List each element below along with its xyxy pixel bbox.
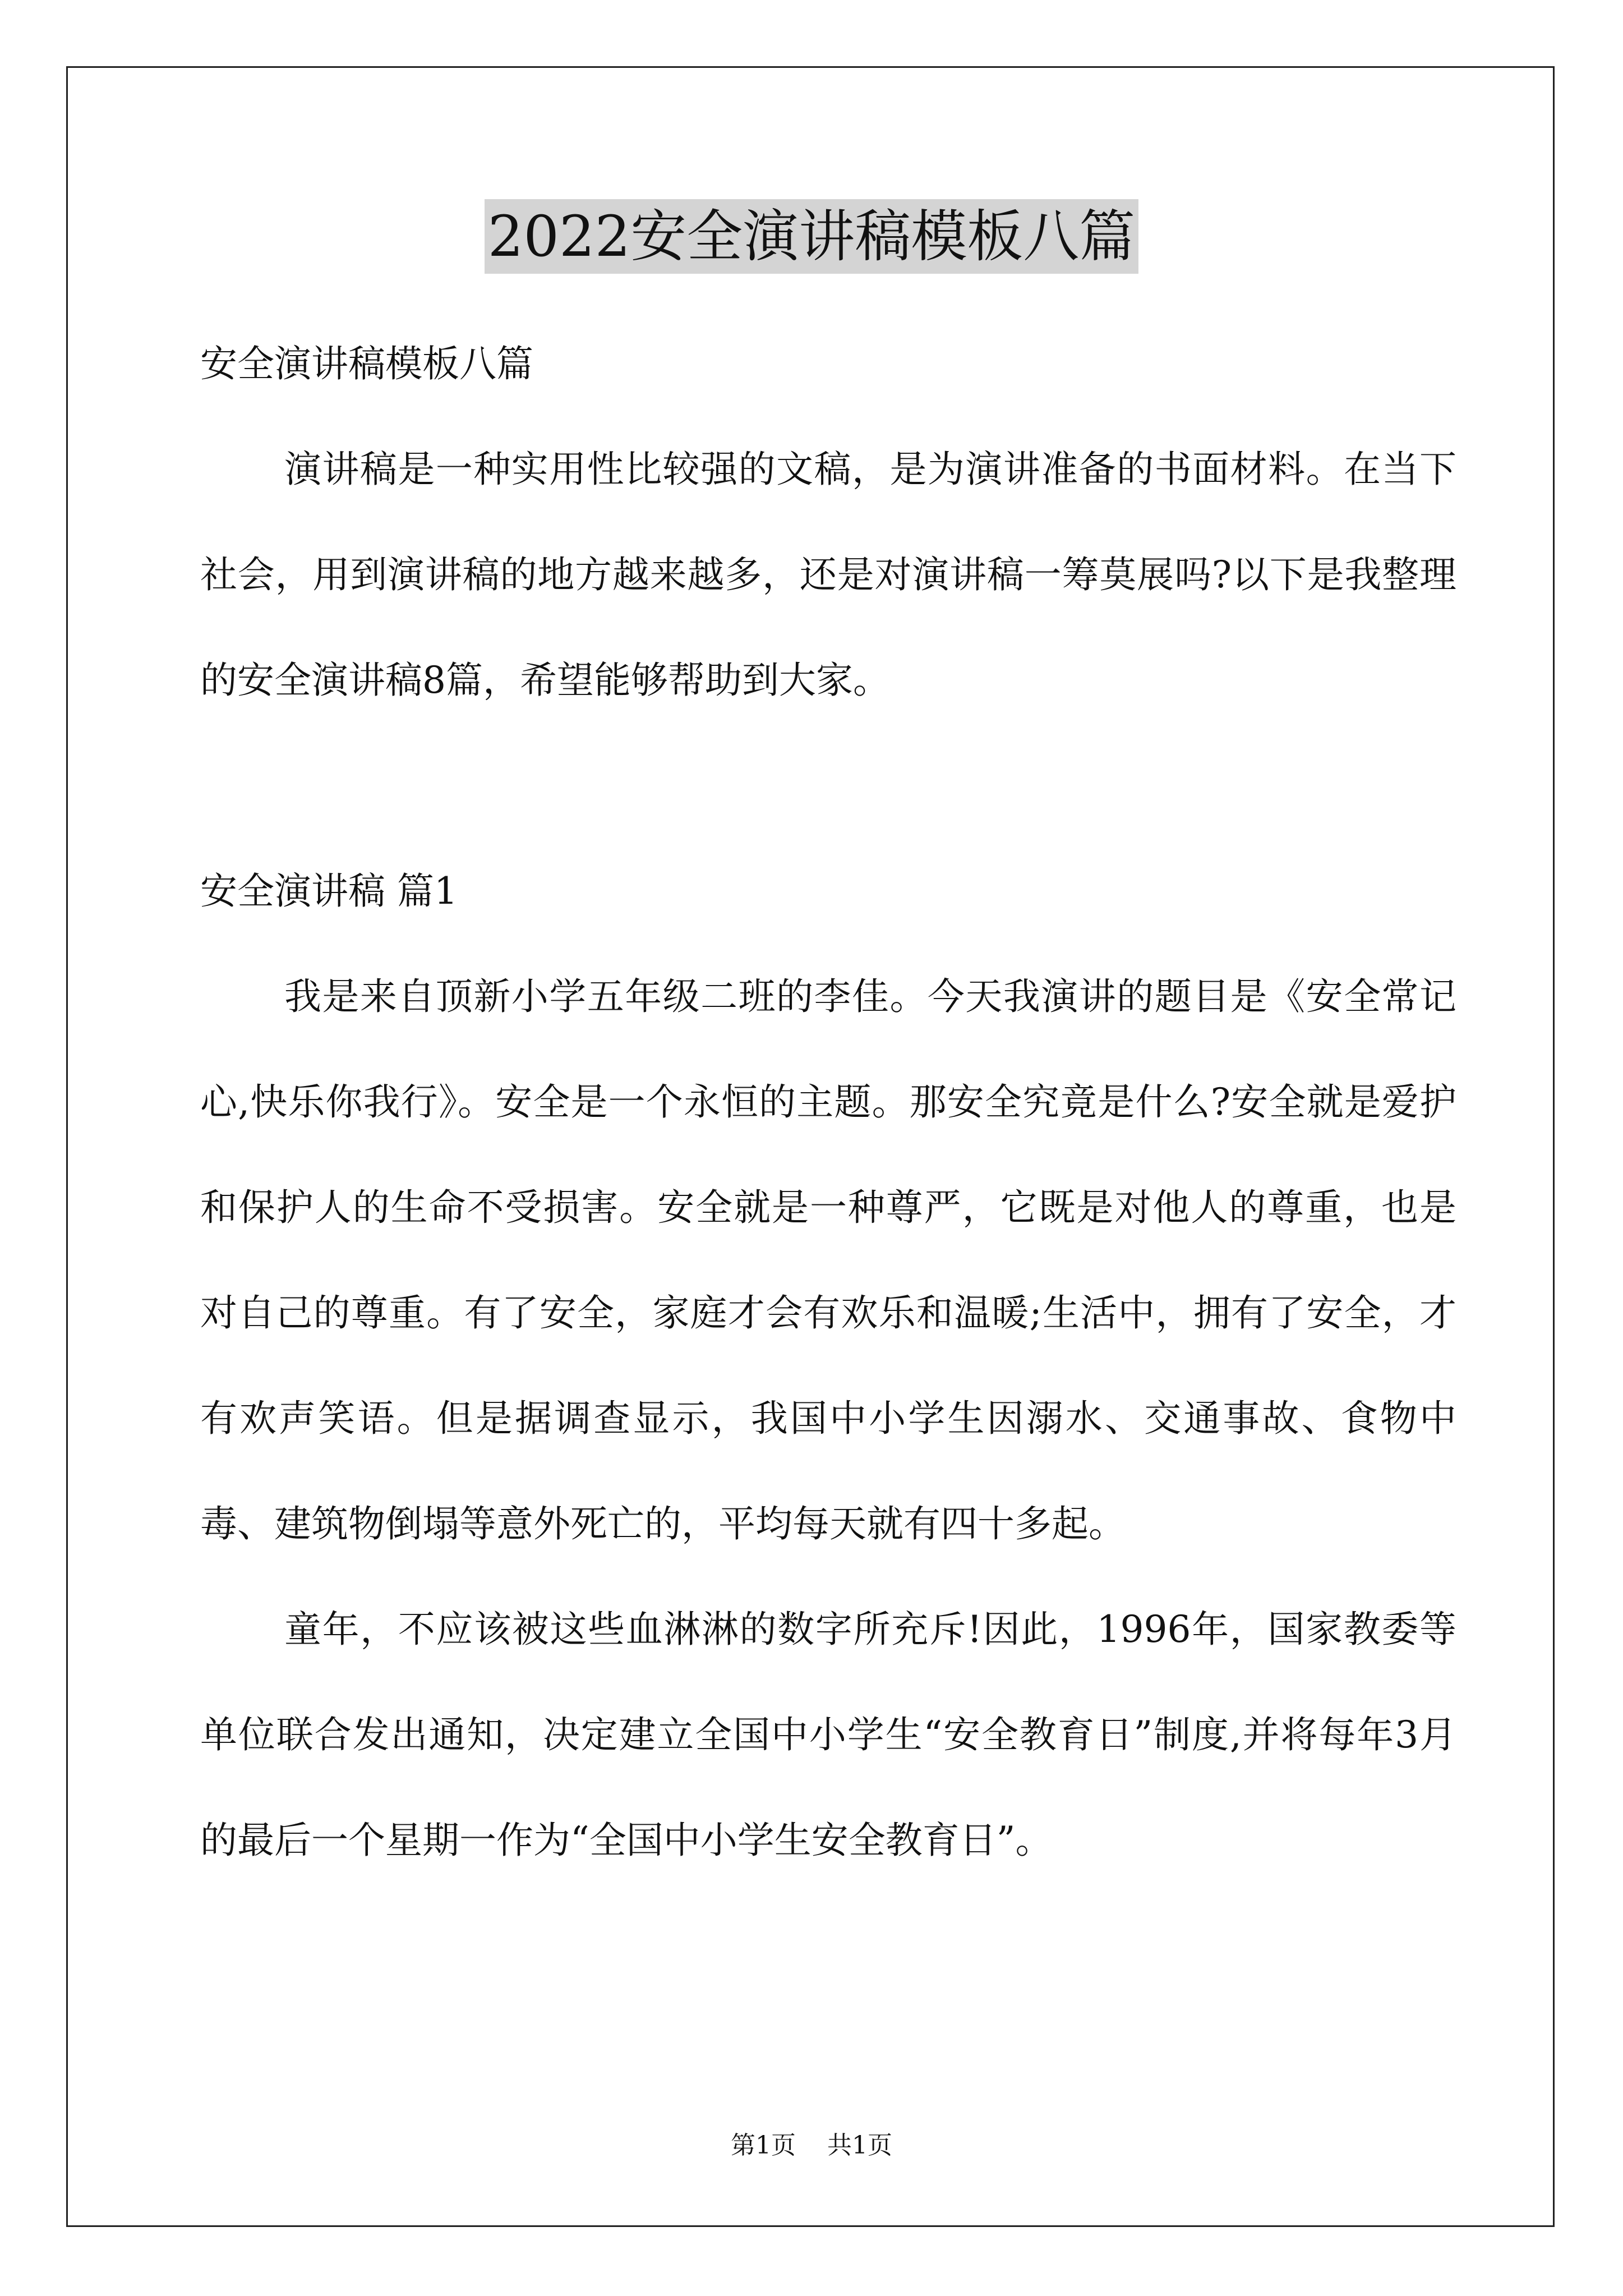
- page-footer: [0, 2129, 1623, 2162]
- document-subtitle: 安全演讲稿模板八篇: [200, 342, 533, 385]
- section-spacer: [200, 733, 1456, 839]
- page-number: 第1页: [731, 2131, 796, 2160]
- intro-paragraph: 演讲稿是一种实用性比较强的文稿，是为演讲准备的书面材料。在当下社会，用到演讲稿的地方越来越多，还是对演讲稿一筹莫展吗?以下是我整理的安全演讲稿8篇，希望能够帮助到大家。: [200, 448, 1456, 702]
- document-title: [0, 197, 1623, 276]
- body-paragraph-1: 我是来自顶新小学五年级二班的李佳。今天我演讲的题目是《安全常记心,快乐你我行》。安全是一个永恒的主题。那安全究竟是什么?安全就是爱护和保护人的生命不受损害。安全就是一种尊严，它既是对他人的尊重，也是对自己的尊重。有了安全，家庭才会有欢乐和温暖;生活中，拥有了安全，才有欢声笑语。但是据调查显示，我国中小学生因溺水、交通事故、食物中毒、建筑物倒塌等意外死亡的，平均每天就有四十多起。: [200, 975, 1456, 1545]
- document-title-text: 2022安全演讲稿模板八篇: [485, 199, 1139, 274]
- body-paragraph-2: 童年，不应该被这些血淋淋的数字所充斥!因此，1996年，国家教委等单位联合发出通知，决定建立全国中小学生“安全教育日”制度,并将每年3月的最后一个星期一作为“全国中小学生安全教育日”。: [200, 1608, 1456, 1862]
- section-heading: 安全演讲稿 篇1: [200, 869, 458, 913]
- document-body: [200, 311, 1456, 1893]
- page-total: 共1页: [827, 2131, 892, 2160]
